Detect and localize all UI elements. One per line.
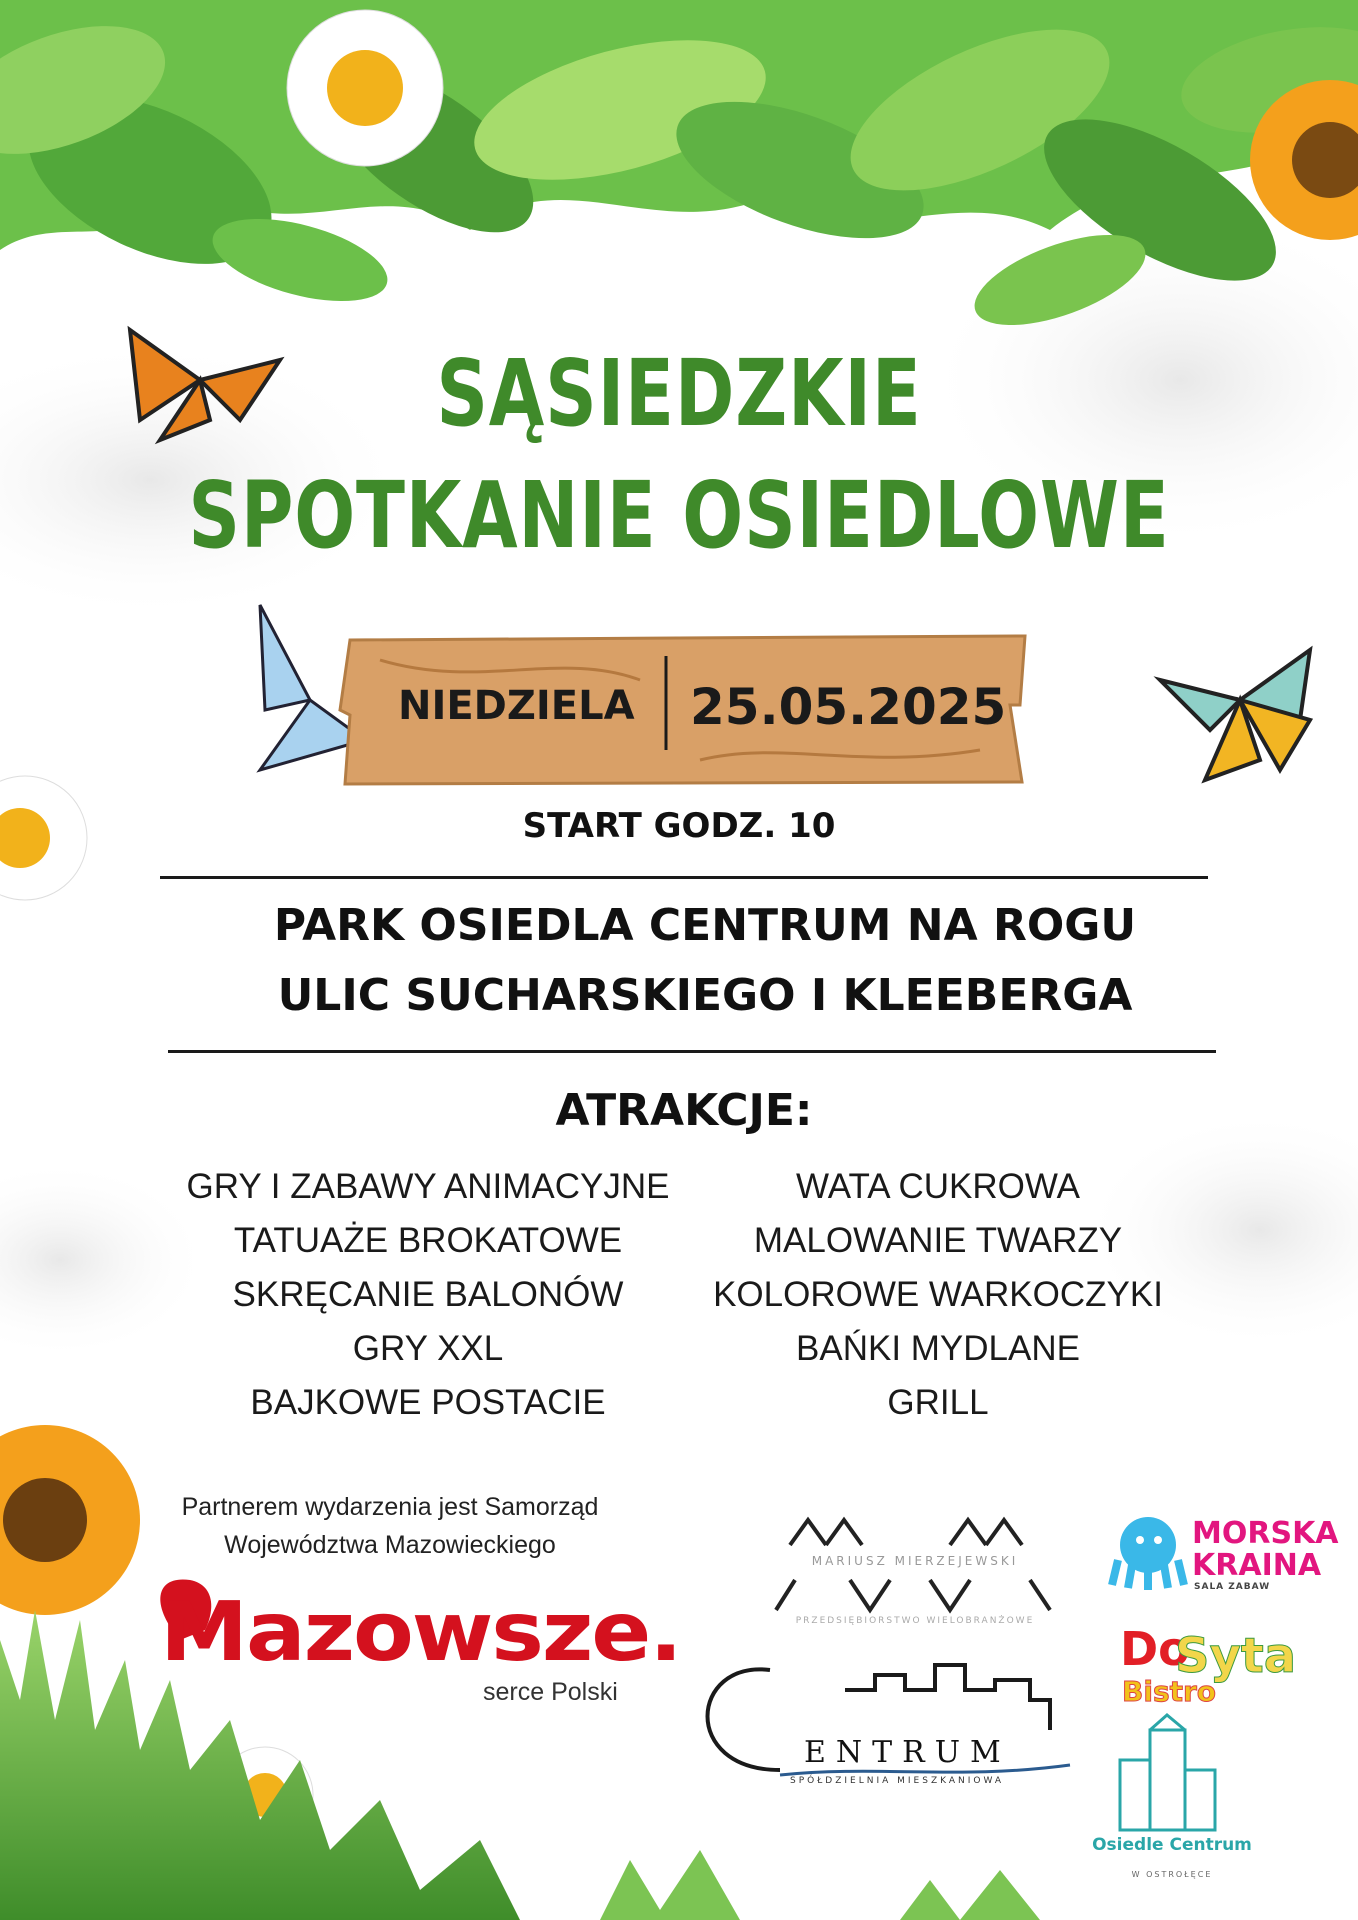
sunflower-icon [0,1425,140,1615]
attraction-item: GRILL [887,1383,989,1422]
attraction-item: MALOWANIE TWARZY [753,1221,1123,1260]
mm-logo-subtitle: PRZEDSIĘBIORSTWO WIELOBRANŻOWE [795,1616,1035,1626]
morska-kraina-logo-line2: KRAINA [1192,1548,1322,1583]
mm-logo-name: MARIUSZ MIERZEJEWSKI [811,1554,1019,1568]
attraction-item: GRY XXL [352,1329,504,1368]
partner-line1: Partnerem wydarzenia jest Samorząd [181,1493,599,1521]
start-time: START GODZ. 10 [522,806,836,846]
osiedle-centrum-subtitle: W OSTROŁĘCE [1131,1870,1213,1879]
dosyta-logo-do: Do [1120,1622,1190,1676]
event-day: NIEDZIELA [398,683,635,729]
attractions-heading: ATRAKCJE: [555,1085,813,1136]
mazowsze-tagline: serce Polski [483,1678,618,1706]
butterfly-icon [1160,650,1310,780]
location-line2: ULIC SUCHARSKIEGO I KLEEBERGA [277,970,1133,1021]
octopus-icon [1112,1517,1184,1590]
attraction-item: BAJKOWE POSTACIE [250,1383,606,1422]
centrum-logo-text: ENTRUM [804,1735,1011,1770]
divider [160,876,1208,879]
attraction-item: GRY I ZABAWY ANIMACYJNE [186,1167,670,1206]
osiedle-centrum-logo [1120,1715,1215,1830]
attraction-item: KOLOROWE WARKOCZYKI [713,1275,1163,1314]
divider [168,1050,1216,1053]
attraction-item: TATUAŻE BROKATOWE [233,1221,623,1260]
dosyta-logo-bistro: Bistro [1122,1675,1217,1708]
dosyta-logo-syta: Syta [1175,1628,1297,1684]
attraction-item: SKRĘCANIE BALONÓW [232,1275,624,1314]
partner-line2: Województwa Mazowieckiego [224,1531,556,1559]
event-date: 25.05.2025 [690,678,1007,736]
partner-note [150,1488,630,1564]
daisy-icon [287,10,443,166]
morska-kraina-logo-line1: MORSKA [1192,1516,1339,1551]
attraction-item: WATA CUKROWA [796,1167,1080,1206]
morska-kraina-subtitle: SALA ZABAW [1194,1582,1271,1592]
attraction-item: BAŃKI MYDLANE [796,1329,1080,1368]
mazowsze-logo: Mazowsze. [160,1585,681,1680]
event-title-line2: SPOTKANIE OSIEDLOWE [188,462,1170,569]
event-title-line1: SĄSIEDZKIE [436,340,922,447]
centrum-logo-subtitle: SPÓŁDZIELNIA MIESZKANIOWA [790,1776,1005,1786]
location-line1: PARK OSIEDLA CENTRUM NA ROGU [273,900,1137,951]
attractions-list-left [148,1164,708,1434]
attractions-list-right [658,1164,1218,1434]
osiedle-centrum-text: Osiedle Centrum [1092,1835,1252,1855]
